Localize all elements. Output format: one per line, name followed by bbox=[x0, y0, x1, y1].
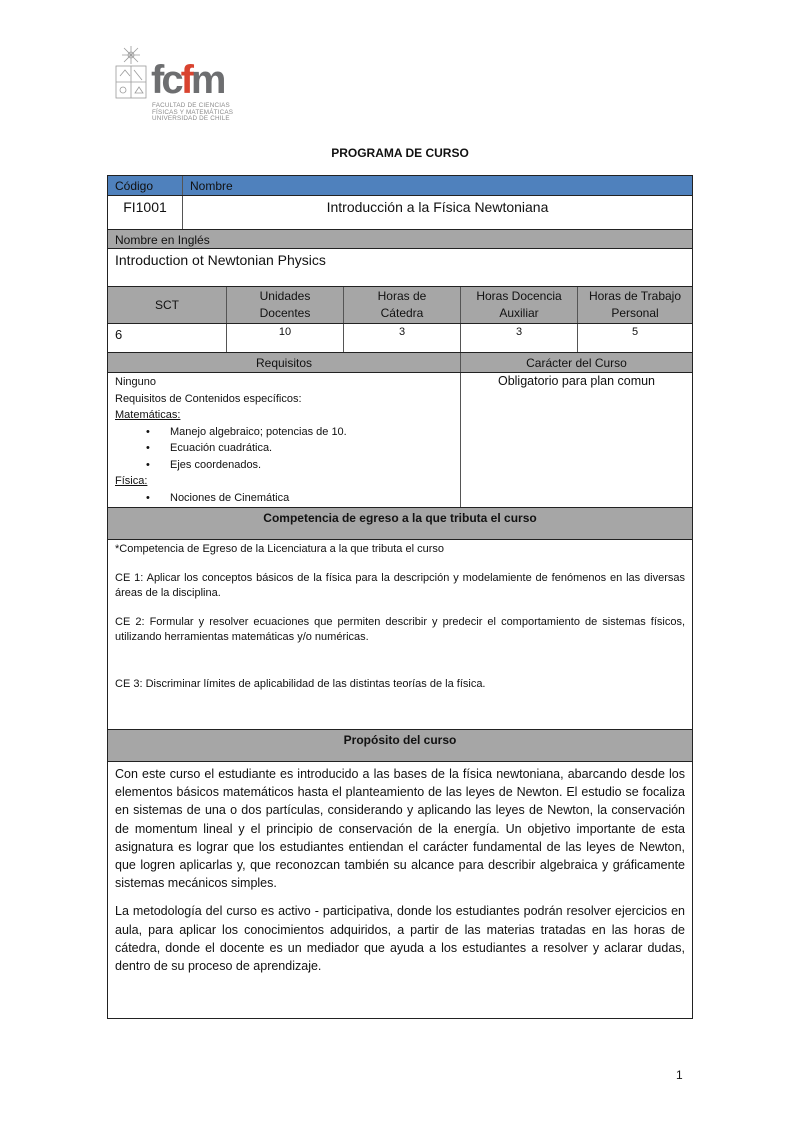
list-item: • Manejo algebraico; potencias de 10. bbox=[170, 424, 460, 441]
fcfm-logo bbox=[113, 46, 243, 128]
purpose-content bbox=[108, 762, 692, 1018]
code-header: Código bbox=[115, 179, 154, 193]
sct-header: SCT bbox=[155, 298, 179, 312]
competencies-label: Competencia de egreso a la que tributa el curso bbox=[263, 511, 537, 525]
competencies-intro: *Competencia de Egreso de la Licenciatura a la que tributa el curso bbox=[115, 543, 444, 555]
faculty-name: FACULTAD DE CIENCIAS FÍSICAS Y MATEMÁTICAS UNIVERSIDAD DE CHILE bbox=[152, 102, 234, 123]
requirements-none: Ninguno bbox=[115, 376, 156, 388]
character-value: Obligatorio para plan comun bbox=[460, 373, 692, 507]
math-list bbox=[115, 424, 460, 474]
physics-list bbox=[115, 490, 460, 507]
english-name-label: Nombre en Inglés bbox=[115, 233, 210, 247]
purpose-header-row bbox=[108, 729, 692, 761]
name-header: Nombre bbox=[182, 176, 692, 195]
unidades-docentes-header: Unidades Docentes bbox=[226, 287, 343, 323]
course-code: FI1001 bbox=[123, 199, 167, 215]
list-item: • Nociones de Cinemática bbox=[170, 490, 460, 507]
competency-ce1: CE 1: Aplicar los conceptos básicos de la física para la descripción y modelamiente de fenómenos en las diversas áreas de la disciplina. bbox=[115, 571, 685, 599]
requirements-row bbox=[108, 372, 692, 507]
hours-values-row bbox=[108, 323, 692, 352]
english-name-header-row bbox=[108, 229, 692, 248]
fcfm-wordmark: fcfm bbox=[151, 58, 224, 102]
english-name: Introduction ot Newtonian Physics bbox=[115, 252, 326, 268]
horas-catedra-value: 3 bbox=[343, 324, 460, 352]
competencies-content bbox=[108, 540, 692, 729]
physics-label: Física: bbox=[115, 475, 148, 487]
course-program-table bbox=[107, 175, 693, 1019]
purpose-row bbox=[108, 761, 692, 1018]
horas-docencia-auxiliar-value: 3 bbox=[460, 324, 577, 352]
code-name-row bbox=[108, 195, 692, 229]
purpose-label: Propósito del curso bbox=[343, 733, 457, 747]
character-label: Carácter del Curso bbox=[460, 353, 692, 372]
purpose-paragraph-1: Con este curso el estudiante es introducido a las bases de la física newtoniana, abarcando desde los elementos básicos matemáticos hasta el planteamiento de las leyes de Newton. El estudio se focaliza en sistemas de una o dos partículas, considerando y aplicando las leyes de Newton, la conservación de momentum lineal y el principio de conservación de la energía. Un objetivo importante de esta asignatura es lograr que los estudiantes entiendan el carácter fundamental de las leyes de Newton, que logren aplicarlas y, que reconozcan también su alcance para describir algebraica y gráficamente sistemas mecánicos simples. bbox=[115, 767, 685, 891]
horas-trabajo-personal-header: Horas de Trabajo Personal bbox=[577, 287, 692, 323]
purpose-paragraph-2: La metodología del curso es activo - participativa, donde los estudiantes podrán resolver ejercicios en aula, para aplicar los conocimientos adquiridos, a partir de las materias tratadas en las horas de cátedra, donde el docente es un mediador que ayuda a los estudiantes a resolver y aclarar dudas, dentro de su proceso de aprendizaje. bbox=[115, 904, 685, 974]
course-name: Introducción a la Física Newtoniana bbox=[182, 196, 692, 229]
horas-catedra-header: Horas de Cátedra bbox=[343, 287, 460, 323]
university-crest-icon bbox=[113, 46, 149, 102]
math-label: Matemáticas: bbox=[115, 409, 181, 421]
english-name-row bbox=[108, 248, 692, 286]
sct-value: 6 bbox=[115, 327, 123, 342]
competency-ce3: CE 3: Discriminar límites de aplicabilidad de las distintas teorías de la física. bbox=[115, 677, 486, 690]
unidades-docentes-value: 10 bbox=[226, 324, 343, 352]
hours-header-row bbox=[108, 286, 692, 323]
list-item: • Ecuación cuadrática. bbox=[170, 440, 460, 457]
code-name-header-row bbox=[108, 176, 692, 195]
horas-docencia-auxiliar-header: Horas Docencia Auxiliar bbox=[460, 287, 577, 323]
horas-trabajo-personal-value: 5 bbox=[577, 324, 692, 352]
requirements-header-row bbox=[108, 352, 692, 372]
list-item: • Ejes coordenados. bbox=[170, 457, 460, 474]
requirements-content bbox=[108, 373, 460, 507]
document-title: PROGRAMA DE CURSO bbox=[331, 146, 469, 160]
competencies-header-row bbox=[108, 507, 692, 539]
requirements-specific-label: Requisitos de Contenidos específicos: bbox=[115, 392, 302, 405]
page-number: 1 bbox=[676, 1068, 683, 1082]
competencies-row bbox=[108, 539, 692, 729]
competency-ce2: CE 2: Formular y resolver ecuaciones que permiten describir y predecir el comportamiento de sistemas físicos, utilizando herramientas matemáticas y/o numéricas. bbox=[115, 615, 685, 643]
requirements-label: Requisitos bbox=[255, 356, 313, 370]
